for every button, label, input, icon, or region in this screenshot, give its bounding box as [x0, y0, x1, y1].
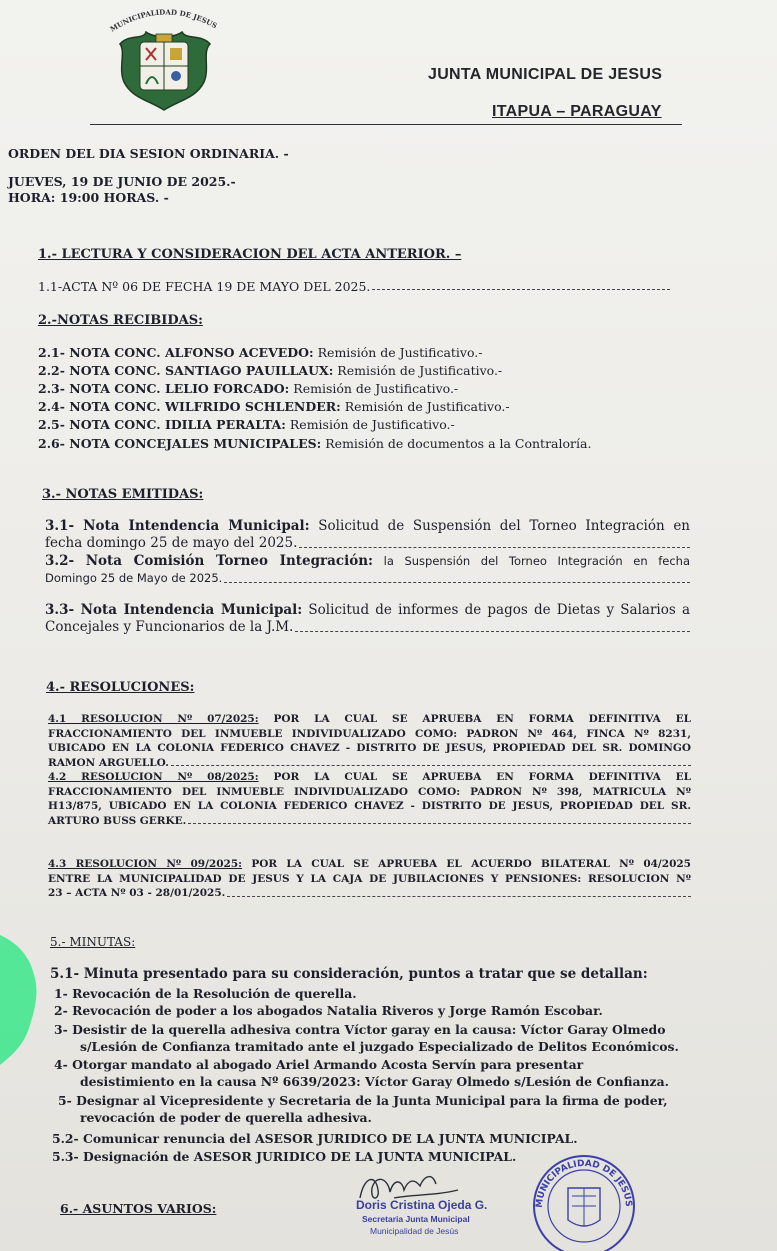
resolution-text: UBICADO EN LA COLONIA FEDERICO CHAVEZ - DISTRITO DE JESUS, PROPIEDAD DEL SR. DOMINGO — [48, 742, 691, 754]
minute-item-3: 3- Desistir de la querella adhesiva contra Víctor garay en la causa: Víctor Garay Olmedo — [54, 1022, 666, 1037]
dotted-leader — [227, 896, 691, 897]
resolution-text: FRACCIONAMIENTO DEL INMUEBLE INDIVIDUALIZADO COMO: PADRON Nº 464, FINCA Nº 8231, — [48, 727, 691, 740]
received-note-item — [38, 381, 458, 396]
received-note-item — [38, 436, 591, 451]
minute-item-2: 2- Revocación de poder a los abogados Natalia Riveros y Jorge Ramón Escobar. — [54, 1003, 603, 1018]
minute-item-5: 5- Designar al Vicepresidente y Secretaria de la Junta Municipal para la firma de poder, — [58, 1093, 668, 1108]
note-text: Remisión de Justificativo.- — [313, 345, 483, 360]
note-label: 2.3- NOTA CONC. LELIO FORCADO: — [38, 381, 290, 396]
institution-name: JUNTA MUNICIPAL DE JESUS — [428, 66, 663, 83]
minute-item-3-cont: s/Lesión de Confianza tramitado ante el juzgado Especializado de Delitos Económicos. — [80, 1039, 679, 1054]
session-date: JUEVES, 19 DE JUNIO DE 2025.- — [8, 174, 236, 189]
minute-intro: 5.1- Minuta presentado para su consideración, puntos a tratar que se detallan: — [50, 966, 648, 982]
note-text: Solicitud de Suspensión del Torneo Integración en — [309, 518, 691, 534]
highlighter-mark — [0, 935, 40, 1065]
note-label: 3.3- Nota Intendencia Municipal: — [45, 602, 303, 618]
dotted-leader — [224, 582, 690, 583]
session-time: HORA: 19:00 HORAS. - — [8, 190, 169, 205]
note-label: 2.1- NOTA CONC. ALFONSO ACEVEDO: — [38, 345, 314, 360]
signatory-name: Doris Cristina Ojeda G. — [356, 1198, 488, 1212]
resolution-text: ENTRE LA MUNICIPALIDAD DE JESUS Y LA CAJA DE JUBILACIONES Y PENSIONES: RESOLUCION Nº — [48, 872, 691, 885]
resolution-text: FRACCIONAMIENTO DEL INMUEBLE INDIVIDUALIZADO COMO: PADRON Nº 398, MATRICULA Nº — [48, 785, 691, 798]
dotted-leader — [295, 631, 690, 632]
note-label: 2.6- NOTA CONCEJALES MUNICIPALES: — [38, 436, 322, 451]
note-text: Remisión de Justificativo.- — [340, 399, 510, 414]
note-text: fecha domingo 25 de mayo del 2025. — [45, 535, 298, 551]
resolution-ref: 4.1 RESOLUCION Nº 07/2025: — [48, 713, 259, 725]
note-text: Remisión de documentos a la Contraloría. — [321, 436, 592, 451]
received-note-item — [38, 363, 502, 378]
note-label: 2.4- NOTA CONC. WILFRIDO SCHLENDER: — [38, 399, 341, 414]
resolution-text: POR LA CUAL SE APRUEBA EN FORMA DEFINITIVA EL — [258, 771, 691, 783]
dotted-leader — [188, 823, 691, 824]
svg-text:MUNICIPALIDAD DE JESUS: MUNICIPALIDAD DE JESUS — [108, 7, 219, 34]
issued-note-1 — [45, 518, 690, 552]
signatory-role: Secretaria Junta Municipal — [362, 1214, 470, 1224]
note-text: Solicitud de informes de pagos de Dietas y Salarios a — [302, 602, 690, 618]
resolution-ref: 4.2 RESOLUCION Nº 08/2025: — [48, 771, 259, 783]
official-stamp — [528, 1148, 640, 1251]
received-note-item — [38, 417, 455, 432]
acta-text: 1.1-ACTA Nº 06 DE FECHA 19 DE MAYO DEL 2025. — [38, 279, 371, 294]
svg-text:MUNICIPALIDAD DE JESUS: MUNICIPALIDAD DE JESUS — [534, 1158, 634, 1209]
resolution-text: RAMON ARGUELLO. — [48, 756, 169, 769]
minute-item-4-cont: desistimiento en la causa Nº 6639/2023: Víctor Garay Olmedo s/Lesión de Confianza. — [80, 1074, 669, 1089]
resolution-4-1 — [48, 712, 691, 770]
note-label: 2.5- NOTA CONC. IDILIA PERALTA: — [38, 417, 286, 432]
minute-item-1: 1- Revocación de la Resolución de querella. — [54, 986, 357, 1001]
minute-5-2: 5.2- Comunicar renuncia del ASESOR JURIDICO DE LA JUNTA MUNICIPAL. — [52, 1131, 578, 1146]
note-text: Remisión de Justificativo.- — [289, 381, 459, 396]
section-6-heading: 6.- ASUNTOS VARIOS: — [60, 1201, 217, 1216]
dotted-leader — [299, 547, 690, 548]
resolution-text: POR LA CUAL SE APRUEBA EN FORMA DEFINITIVA EL — [258, 713, 691, 725]
note-label: 2.2- NOTA CONC. SANTIAGO PAUILLAUX: — [38, 363, 334, 378]
dotted-leader — [372, 289, 670, 290]
issued-note-2 — [45, 553, 690, 587]
signature-block — [340, 1168, 510, 1251]
section-5-heading: 5.- MINUTAS: — [50, 935, 136, 949]
resolution-text: POR LA CUAL SE APRUEBA EL ACUERDO BILATERAL Nº 04/2025 — [242, 858, 691, 870]
note-text: Remisión de Justificativo.- — [285, 417, 455, 432]
note-label: 3.1- Nota Intendencia Municipal: — [45, 518, 310, 534]
resolution-text: 23 – ACTA Nº 03 - 28/01/2025. — [48, 887, 226, 899]
municipal-crest-logo — [98, 4, 230, 116]
note-text: Domingo 25 de Mayo de 2025. — [45, 571, 223, 585]
section-1-item — [38, 279, 670, 294]
minute-item-4: 4- Otorgar mandato al abogado Ariel Armando Acosta Servín para presentar — [54, 1057, 584, 1072]
resolution-4-3 — [48, 857, 691, 901]
received-note-item — [38, 345, 483, 360]
resolution-4-2 — [48, 770, 691, 828]
note-text: la Suspensión del Torneo Integración en fecha — [373, 554, 691, 568]
note-text: Concejales y Funcionarios de la J.M. — [45, 619, 294, 635]
resolution-ref: 4.3 RESOLUCION Nº 09/2025: — [48, 858, 243, 870]
note-label: 3.2- Nota Comisión Torneo Integración: — [45, 553, 374, 569]
dotted-leader — [171, 765, 691, 766]
resolution-text: H13/875, UBICADO EN LA COLONIA FEDERICO CHAVEZ - DISTRITO DE JESUS, PROPIEDAD DEL SR. — [48, 800, 691, 812]
section-3-heading: 3.- NOTAS EMITIDAS: — [42, 487, 204, 502]
page-title: ORDEN DEL DIA SESION ORDINARIA. - — [8, 146, 289, 161]
signatory-org: Municipalidad de Jesús — [370, 1226, 459, 1236]
section-4-heading: 4.- RESOLUCIONES: — [46, 680, 195, 695]
issued-note-3 — [45, 602, 690, 636]
section-2-heading: 2.-NOTAS RECIBIDAS: — [38, 313, 203, 328]
minute-5-3: 5.3- Designación de ASESOR JURIDICO DE LA JUNTA MUNICIPAL. — [52, 1149, 517, 1164]
section-1-heading: 1.- LECTURA Y CONSIDERACION DEL ACTA ANTERIOR. – — [38, 247, 462, 262]
minute-item-5-cont: revocación de poder de querella adhesiva. — [80, 1110, 372, 1125]
header-divider — [90, 124, 682, 125]
received-note-item — [38, 399, 510, 414]
resolution-text: ARTURO BUSS GERKE. — [48, 814, 187, 827]
note-text: Remisión de Justificativo.- — [333, 363, 503, 378]
location-name: ITAPUA – PARAGUAY — [492, 103, 662, 120]
